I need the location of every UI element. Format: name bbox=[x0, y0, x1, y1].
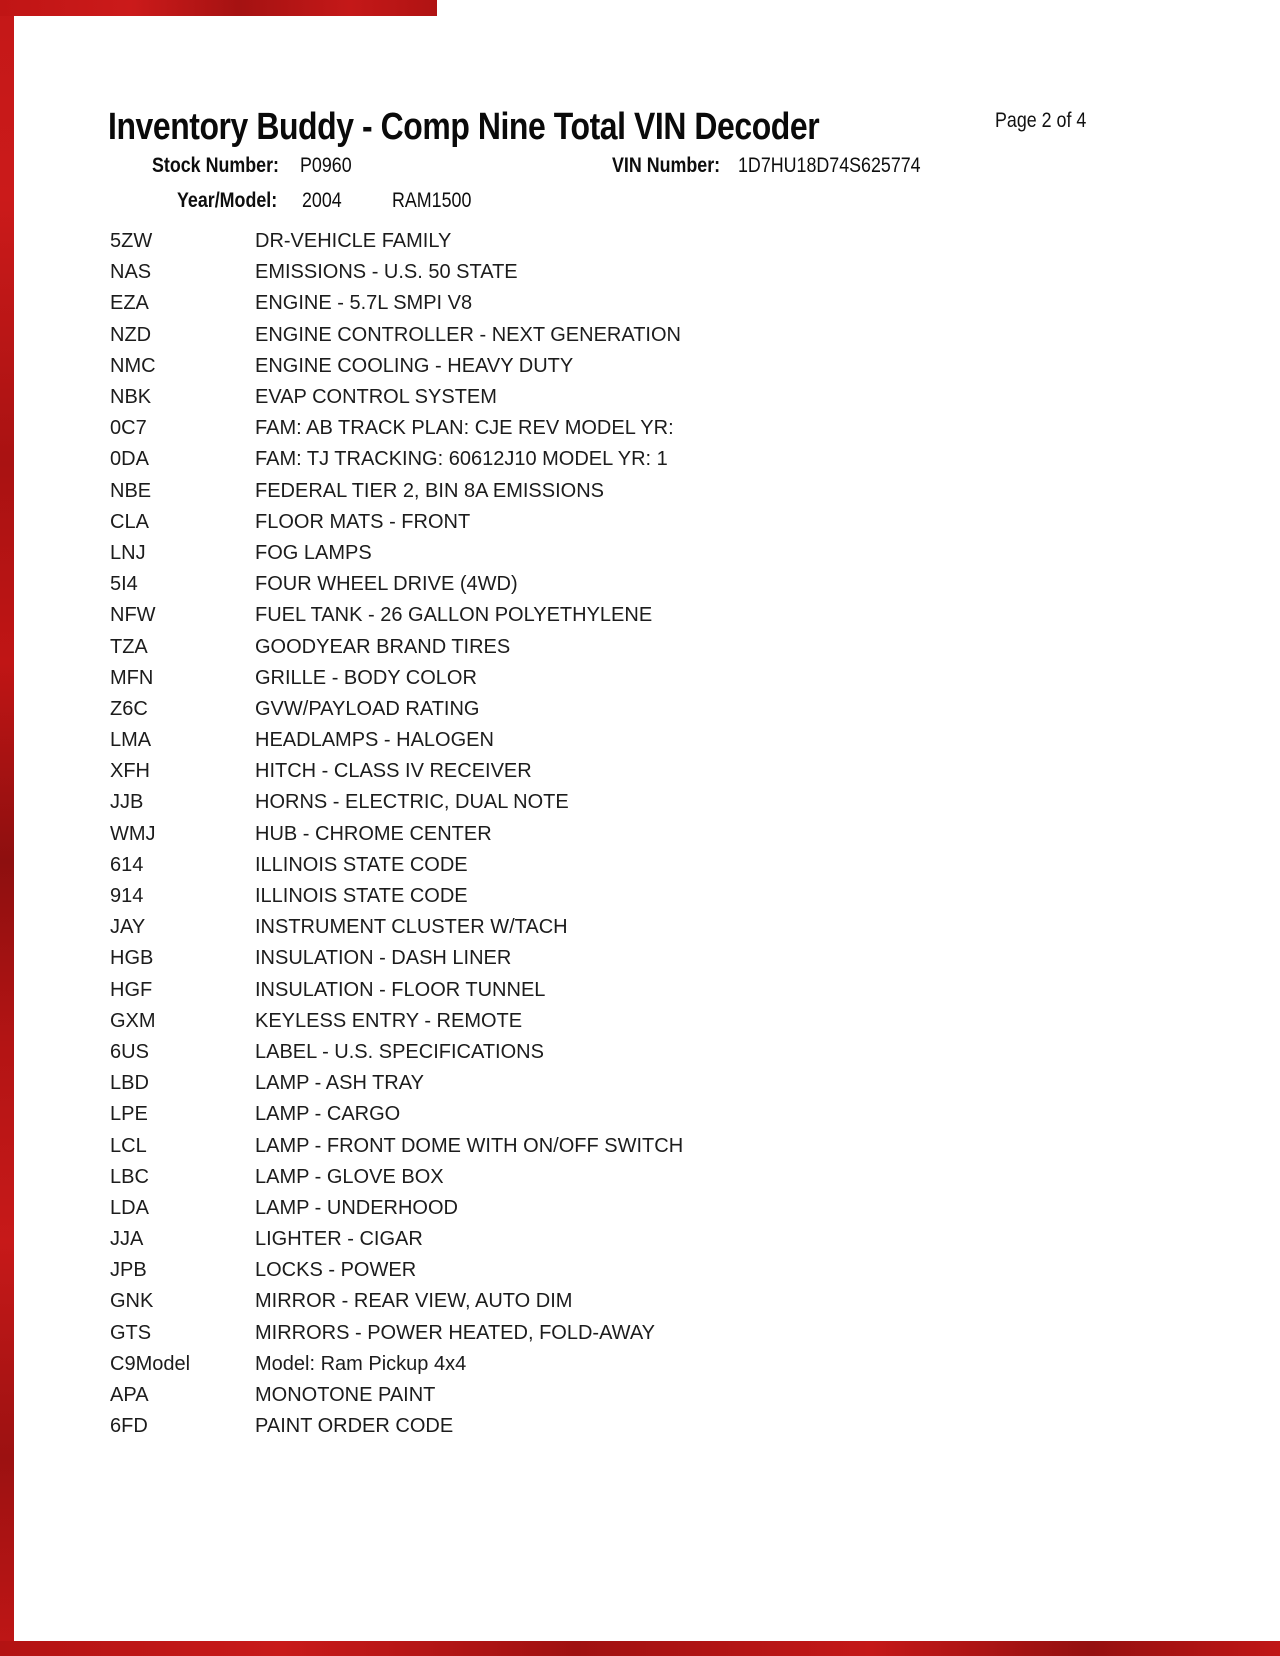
option-code: 5I4 bbox=[110, 573, 138, 596]
option-description: ILLINOIS STATE CODE bbox=[255, 853, 468, 876]
code-row bbox=[110, 1255, 1170, 1286]
option-description: GRILLE - BODY COLOR bbox=[255, 666, 477, 689]
code-row bbox=[110, 444, 1170, 475]
code-row bbox=[110, 1162, 1170, 1193]
option-code: EZA bbox=[110, 292, 149, 315]
code-row bbox=[110, 1411, 1170, 1442]
code-row bbox=[110, 663, 1170, 694]
option-description: LOCKS - POWER bbox=[255, 1259, 417, 1282]
option-description: LAMP - FRONT DOME WITH ON/OFF SWITCH bbox=[255, 1134, 684, 1157]
option-description: INSULATION - DASH LINER bbox=[255, 947, 512, 970]
code-row bbox=[110, 507, 1170, 538]
option-description: FUEL TANK - 26 GALLON POLYETHYLENE bbox=[255, 604, 653, 627]
option-description: LAMP - CARGO bbox=[255, 1103, 401, 1126]
option-description: ENGINE COOLING - HEAVY DUTY bbox=[255, 354, 574, 377]
option-description: EMISSIONS - U.S. 50 STATE bbox=[255, 261, 518, 284]
option-code: 6FD bbox=[110, 1415, 148, 1438]
code-row bbox=[110, 1068, 1170, 1099]
code-row bbox=[110, 1380, 1170, 1411]
code-row bbox=[110, 1349, 1170, 1380]
stock-number-field bbox=[152, 154, 301, 178]
option-code: 914 bbox=[110, 885, 144, 908]
option-description: HUB - CHROME CENTER bbox=[255, 822, 492, 845]
option-code: 614 bbox=[110, 853, 144, 876]
code-row bbox=[110, 1224, 1170, 1255]
scan-artifact-bottom-edge bbox=[0, 1641, 1280, 1656]
code-row bbox=[110, 413, 1170, 444]
code-row bbox=[110, 288, 1170, 319]
code-row bbox=[110, 912, 1170, 943]
option-description: FAM: TJ TRACKING: 60612J10 MODEL YR: 1 bbox=[255, 448, 668, 471]
stock-number-label: Stock Number: bbox=[152, 154, 279, 177]
option-code: NAS bbox=[110, 261, 152, 284]
code-row bbox=[110, 538, 1170, 569]
option-description: GOODYEAR BRAND TIRES bbox=[255, 635, 511, 658]
scan-artifact-left-edge bbox=[0, 0, 14, 1656]
code-row bbox=[110, 975, 1170, 1006]
option-code: 0C7 bbox=[110, 417, 147, 440]
code-row bbox=[110, 476, 1170, 507]
code-row bbox=[110, 351, 1170, 382]
vin-number-field bbox=[612, 154, 739, 178]
option-code: WMJ bbox=[110, 822, 156, 845]
option-code: LDA bbox=[110, 1196, 149, 1219]
code-row bbox=[110, 725, 1170, 756]
code-row bbox=[110, 819, 1170, 850]
code-row bbox=[110, 756, 1170, 787]
code-row bbox=[110, 1099, 1170, 1130]
option-description: LAMP - UNDERHOOD bbox=[255, 1196, 458, 1219]
option-description: HITCH - CLASS IV RECEIVER bbox=[255, 760, 532, 783]
option-code: LNJ bbox=[110, 541, 146, 564]
option-code: LBC bbox=[110, 1165, 149, 1188]
option-code: C9Model bbox=[110, 1352, 191, 1375]
option-code: GNK bbox=[110, 1290, 154, 1313]
code-row bbox=[110, 600, 1170, 631]
option-description: HORNS - ELECTRIC, DUAL NOTE bbox=[255, 791, 569, 814]
option-code: LCL bbox=[110, 1134, 147, 1157]
option-description: INSTRUMENT CLUSTER W/TACH bbox=[255, 916, 568, 939]
stock-number-value: P0960 bbox=[300, 154, 352, 177]
option-description: ENGINE CONTROLLER - NEXT GENERATION bbox=[255, 323, 681, 346]
code-row bbox=[110, 631, 1170, 662]
option-code: LMA bbox=[110, 729, 152, 752]
code-row bbox=[110, 1130, 1170, 1161]
option-code: NMC bbox=[110, 354, 156, 377]
code-row bbox=[110, 226, 1170, 257]
option-description: FOUR WHEEL DRIVE (4WD) bbox=[255, 573, 518, 596]
page-indicator: Page 2 of 4 bbox=[995, 109, 1087, 132]
option-description: GVW/PAYLOAD RATING bbox=[255, 697, 480, 720]
year-model-field bbox=[177, 189, 295, 213]
option-description: PAINT ORDER CODE bbox=[255, 1415, 454, 1438]
code-row bbox=[110, 1037, 1170, 1068]
option-description: LIGHTER - CIGAR bbox=[255, 1228, 423, 1251]
option-description: HEADLAMPS - HALOGEN bbox=[255, 729, 494, 752]
option-description: FAM: AB TRACK PLAN: CJE REV MODEL YR: bbox=[255, 417, 674, 440]
option-code: GTS bbox=[110, 1321, 152, 1344]
vin-number-value: 1D7HU18D74S625774 bbox=[738, 154, 921, 177]
option-code: JJA bbox=[110, 1228, 144, 1251]
option-description: KEYLESS ENTRY - REMOTE bbox=[255, 1009, 523, 1032]
option-description: FLOOR MATS - FRONT bbox=[255, 510, 471, 533]
code-row bbox=[110, 320, 1170, 351]
code-row bbox=[110, 694, 1170, 725]
option-code: LPE bbox=[110, 1103, 148, 1126]
code-row bbox=[110, 1286, 1170, 1317]
option-description: Model: Ram Pickup 4x4 bbox=[255, 1352, 467, 1375]
option-code: LBD bbox=[110, 1072, 149, 1095]
page-title-text: Inventory Buddy - Comp Nine Total VIN Decoder bbox=[108, 106, 820, 148]
option-code: JJB bbox=[110, 791, 144, 814]
option-code: NBE bbox=[110, 479, 152, 502]
code-row bbox=[110, 1318, 1170, 1349]
option-description: LABEL - U.S. SPECIFICATIONS bbox=[255, 1040, 544, 1063]
codes-list bbox=[110, 226, 1170, 1442]
code-row bbox=[110, 257, 1170, 288]
option-code: NZD bbox=[110, 323, 152, 346]
option-description: ENGINE - 5.7L SMPI V8 bbox=[255, 292, 473, 315]
option-description: ILLINOIS STATE CODE bbox=[255, 885, 468, 908]
option-description: DR-VEHICLE FAMILY bbox=[255, 230, 452, 253]
model-value: RAM1500 bbox=[392, 189, 472, 212]
option-code: JPB bbox=[110, 1259, 147, 1282]
code-row bbox=[110, 881, 1170, 912]
option-code: 5ZW bbox=[110, 230, 153, 253]
option-code: APA bbox=[110, 1384, 149, 1407]
vin-number-label: VIN Number: bbox=[612, 154, 721, 177]
option-description: MONOTONE PAINT bbox=[255, 1384, 436, 1407]
scan-artifact-top-edge bbox=[0, 0, 437, 16]
option-code: XFH bbox=[110, 760, 150, 783]
option-code: MFN bbox=[110, 666, 154, 689]
option-description: MIRRORS - POWER HEATED, FOLD-AWAY bbox=[255, 1321, 656, 1344]
option-description: LAMP - ASH TRAY bbox=[255, 1072, 424, 1095]
option-code: HGB bbox=[110, 947, 154, 970]
code-row bbox=[110, 943, 1170, 974]
option-code: TZA bbox=[110, 635, 148, 658]
option-description: FEDERAL TIER 2, BIN 8A EMISSIONS bbox=[255, 479, 604, 502]
year-value: 2004 bbox=[302, 189, 342, 212]
code-row bbox=[110, 569, 1170, 600]
option-code: JAY bbox=[110, 916, 146, 939]
option-description: LAMP - GLOVE BOX bbox=[255, 1165, 444, 1188]
option-description: EVAP CONTROL SYSTEM bbox=[255, 386, 497, 409]
option-description: FOG LAMPS bbox=[255, 541, 372, 564]
option-code: 6US bbox=[110, 1040, 149, 1063]
option-code: HGF bbox=[110, 978, 153, 1001]
code-row bbox=[110, 787, 1170, 818]
code-row bbox=[110, 850, 1170, 881]
option-code: NBK bbox=[110, 386, 152, 409]
option-code: GXM bbox=[110, 1009, 156, 1032]
option-description: MIRROR - REAR VIEW, AUTO DIM bbox=[255, 1290, 573, 1313]
year-model-label: Year/Model: bbox=[177, 189, 278, 212]
code-row bbox=[110, 1006, 1170, 1037]
code-row bbox=[110, 1193, 1170, 1224]
page-title bbox=[108, 106, 955, 149]
option-code: NFW bbox=[110, 604, 156, 627]
option-code: Z6C bbox=[110, 697, 148, 720]
option-code: 0DA bbox=[110, 448, 149, 471]
option-code: CLA bbox=[110, 510, 149, 533]
code-row bbox=[110, 382, 1170, 413]
option-description: INSULATION - FLOOR TUNNEL bbox=[255, 978, 546, 1001]
